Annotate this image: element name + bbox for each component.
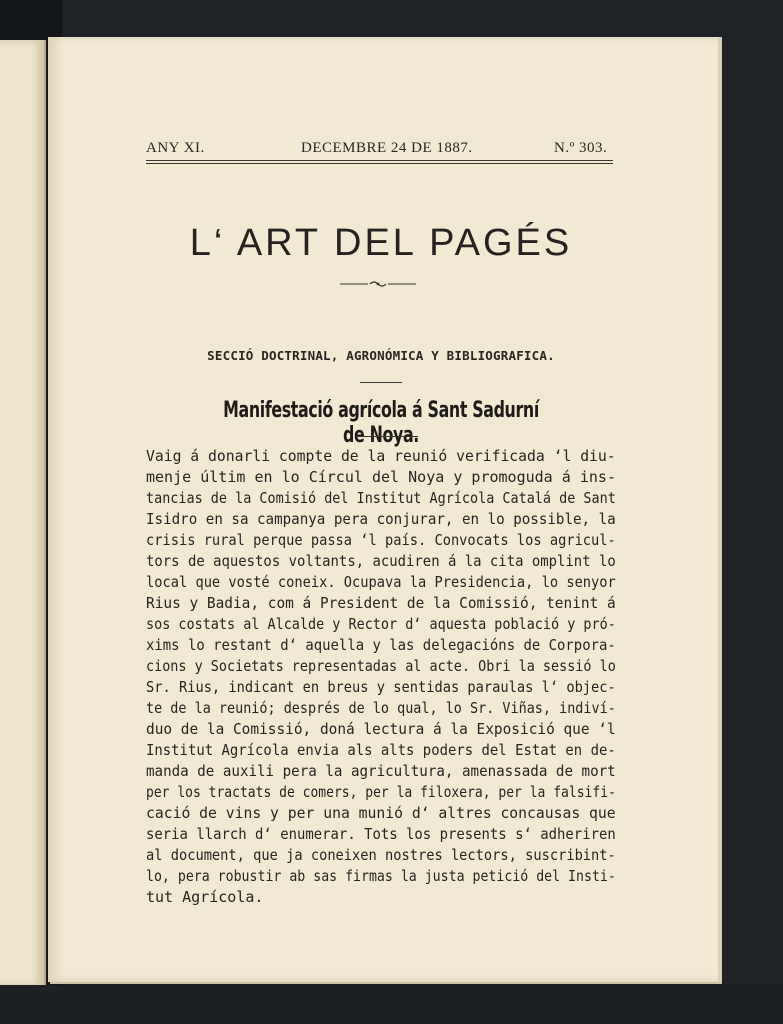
- title-rule: [356, 436, 418, 437]
- article-line: per los tractats de comers, per la filoxera, per la falsifi-: [146, 783, 616, 801]
- volume-label: ANY XI.: [146, 140, 205, 156]
- issue-date: DECEMBRE 24 DE 1887.: [301, 140, 473, 156]
- masthead-title: L‘ ART DEL PAGÉS: [189, 222, 573, 264]
- article-line: al document, que ja coneixen nostres lectors, suscribint-: [146, 846, 616, 864]
- article-line: Isidro en sa campanya pera conjurar, en lo possible, la: [146, 510, 616, 528]
- article-line: Institut Agrícola envia als alts poders del Estat en de-: [146, 741, 616, 759]
- article-line: manda de auxili pera la agricultura, amenassada de mort: [146, 762, 616, 780]
- article-line: seria llarch d‘ enumerar. Tots los presents s‘ adheriren: [146, 825, 616, 843]
- scan-background-bottom: [0, 985, 783, 1024]
- header-rule-top: [146, 160, 613, 161]
- section-rule: [360, 382, 402, 383]
- article-line: te de la reunió; després de lo qual, lo Sr. Viñas, indiví-: [146, 699, 616, 717]
- ornament-divider-icon: [338, 280, 418, 288]
- article-line: cació de vins y per una munió d‘ altres concausas que: [146, 804, 616, 822]
- article-line: xims lo restant d‘ aquella y las delegacións de Corpora-: [146, 636, 616, 654]
- article-line: tut Agrícola.: [146, 888, 264, 906]
- issue-number: N.º 303.: [554, 140, 608, 156]
- article-line: tors de aquestos voltants, acudiren á la cita omplint lo: [146, 552, 616, 570]
- article-line: duo de la Comissió, doná lectura á la Exposició que ‘l: [146, 720, 616, 738]
- header-rule-bottom: [146, 163, 613, 164]
- article-body: [146, 446, 616, 908]
- article-line: local que vosté coneix. Ocupava la Presidencia, lo senyor: [146, 573, 616, 591]
- article-title: Manifestació agrícola á Sant Sadurní de Noya.: [223, 398, 539, 448]
- section-heading: SECCIÓ DOCTRINAL, AGRONÓMICA Y BIBLIOGRAFICA.: [207, 348, 555, 363]
- article-line: Vaig á donarli compte de la reunió verificada ‘l diu-: [146, 447, 616, 465]
- article-line: cions y Societats representadas al acte. Obri la sessió lo: [146, 657, 616, 675]
- left-page-edge: [0, 40, 46, 985]
- article-line: Sr. Rius, indicant en breus y sentidas paraulas l‘ objec-: [146, 678, 616, 696]
- article-line: tancias de la Comisió del Institut Agrícola Catalá de Sant: [146, 489, 616, 507]
- article-line: lo, pera robustir ab sas firmas la justa petició del Insti-: [146, 867, 616, 885]
- article-line: sos costats al Alcalde y Rector d‘ aquesta població y pró-: [146, 615, 616, 633]
- article-line: Rius y Badia, com á President de la Comissió, tenint á: [146, 594, 616, 612]
- page-fore-edge: [718, 37, 722, 982]
- article-line: menje últim en lo Círcul del Noya y promoguda á ins-: [146, 468, 616, 486]
- article-line: crisis rural perque passa ‘l país. Convocats los agricul-: [146, 531, 616, 549]
